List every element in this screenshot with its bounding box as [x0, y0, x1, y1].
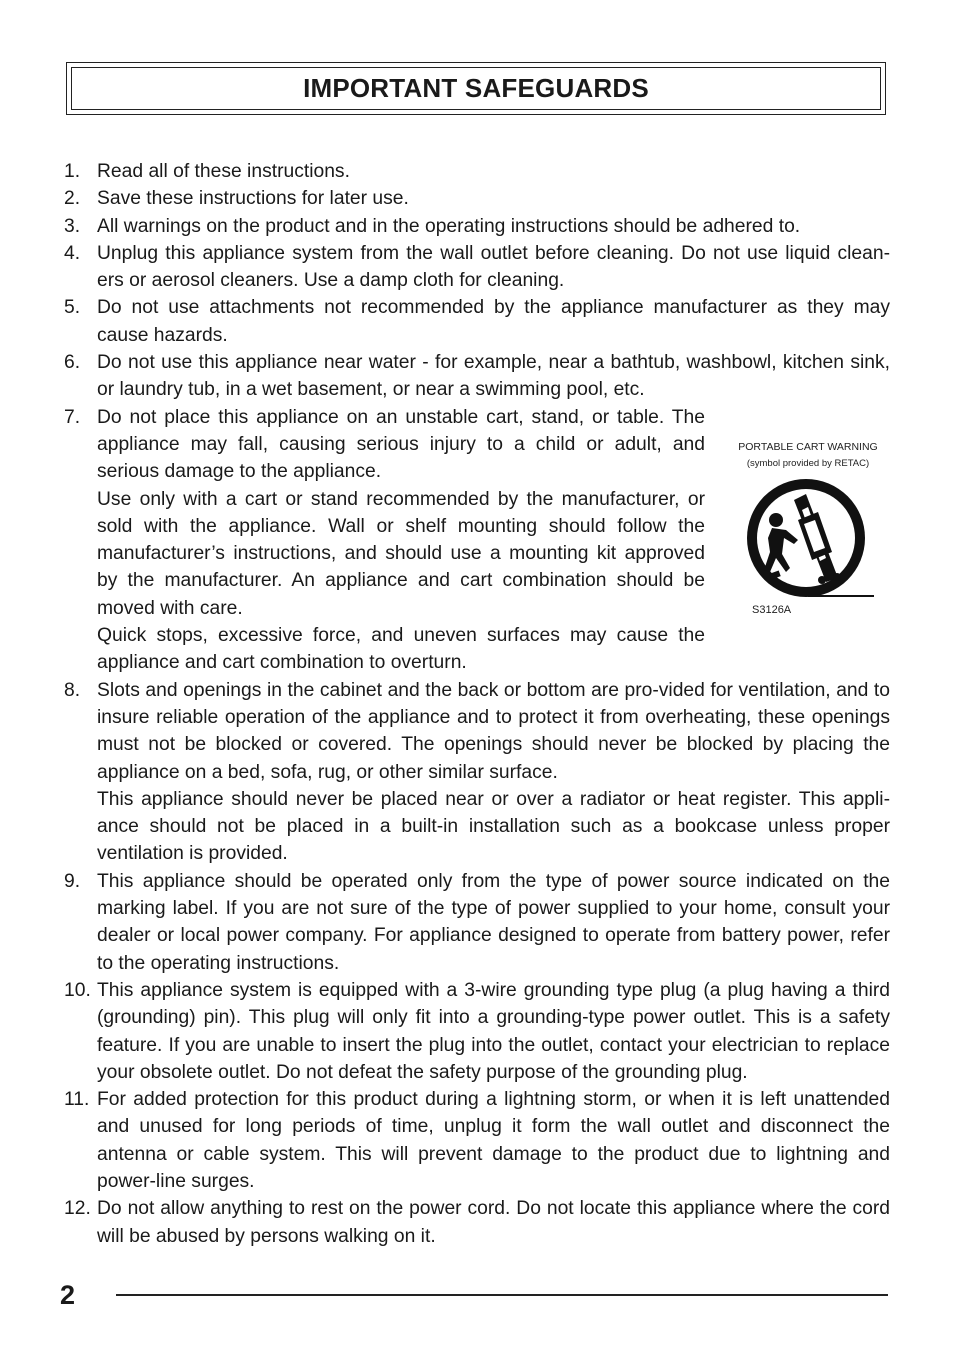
- figure-caption: PORTABLE CART WARNING: [738, 441, 878, 453]
- item-number: 10.: [64, 979, 91, 1001]
- list-item: [64, 185, 890, 212]
- list-item: [64, 294, 890, 349]
- item-text: This appliance should never be placed near or over a radiator or heat register. This appli-ance should not be placed in a built-in installation such as a bookcase unless proper ventilation is provided.: [97, 788, 890, 865]
- list-item: [64, 868, 890, 977]
- title-inner-frame: [71, 67, 881, 110]
- list-item: [64, 213, 890, 240]
- list-item: [64, 1086, 890, 1195]
- figure-code: S3126A: [752, 604, 792, 616]
- item-text: Do not place this appliance on an unstable cart, stand, or table. The appliance may fall, causing serious injury to a child or adult, and serious damage to the appliance.: [97, 406, 705, 483]
- item-number: 11.: [64, 1089, 90, 1111]
- item-text: Use only with a cart or stand recommended by the manufacturer, or sold with the appliance. Wall or shelf mounting should follow the manufacturer’s instructions, and should use a mounting kit approved by the manufacturer. An appliance and cart combination should be moved with care.: [97, 488, 705, 619]
- item-text: This appliance system is equipped with a 3-wire grounding type plug (a plug having a third (grounding) pin). This plug will only fit into a grounding-type power outlet. This is a safety feature. If you are unable to insert the plug into the outlet, contact your electrician to replace your obsolete outlet. Do not defeat the safety purpose of the grounding plug.: [97, 979, 890, 1083]
- item-text: Do not use attachments not recommended by the appliance manufacturer as they may cause hazards.: [97, 297, 890, 346]
- item-number: 1.: [64, 161, 81, 182]
- item-number: 7.: [64, 406, 81, 428]
- item-text: Save these instructions for later use.: [97, 188, 409, 210]
- page-title: IMPORTANT SAFEGUARDS: [303, 73, 649, 103]
- list-item: [64, 1195, 890, 1250]
- item-number: 9.: [64, 870, 81, 892]
- item-text: Do not use this appliance near water - for example, near a bathtub, washbowl, kitchen sink, or laundry tub, in a wet basement, or near a swimming pool, etc.: [97, 352, 890, 401]
- title-box: [66, 62, 886, 115]
- list-item: [64, 677, 890, 868]
- item-text: Unplug this appliance system from the wall outlet before cleaning. Do not use liquid clean-ers or aerosol cleaners. Use a damp cloth for cleaning.: [97, 242, 890, 292]
- item-number: 6.: [64, 352, 81, 374]
- list-item: [64, 977, 890, 1086]
- portable-cart-warning-figure: [738, 440, 878, 625]
- item-text: Do not allow anything to rest on the power cord. Do not locate this appliance where the cord will be abused by persons walking on it.: [97, 1198, 890, 1247]
- item-number: 2.: [64, 188, 81, 210]
- item-text: Slots and openings in the cabinet and the back or bottom are pro-vided for ventilation, and to insure reliable operation of the appliance and to protect it from overheating, these openings must not be blocked or covered. The openings should never be blocked by placing the appliance on a bed, sofa, rug, or other similar surface.: [97, 679, 890, 783]
- item-number: 4.: [64, 242, 81, 264]
- item-text: Read all of these instructions.: [97, 161, 350, 182]
- safeguards-list: [64, 158, 890, 1250]
- item-text: All warnings on the product and in the operating instructions should be adhered to.: [97, 215, 801, 237]
- item-number: 5.: [64, 297, 81, 319]
- portable-cart-warning-icon: [742, 474, 874, 604]
- item-text: Quick stops, excessive force, and uneven surfaces may cause the appliance and cart combination to overturn.: [97, 625, 705, 674]
- figure-caption-source: (symbol provided by RETAC): [746, 458, 870, 469]
- page-number: 2: [60, 1280, 76, 1310]
- list-item: [64, 158, 890, 185]
- list-item: [64, 240, 890, 295]
- item-number: 3.: [64, 215, 81, 237]
- item-number: 12.: [64, 1198, 91, 1220]
- list-item: [64, 349, 890, 404]
- footer-divider: [116, 1294, 888, 1296]
- item-text: For added protection for this product during a lightning storm, or when it is left unattended and unused for long periods of time, unplug it form the wall outlet and disconnect the antenna or cable system. This will prevent damage to the product due to lightning and power-line surges.: [97, 1089, 890, 1192]
- item-number: 8.: [64, 679, 81, 701]
- item-text: This appliance should be operated only from the type of power source indicated on the marking label. If you are not sure of the type of power supplied to your home, consult your dealer or local power company. For appliance designed to operate from battery power, refer to the operating instructions.: [97, 870, 890, 974]
